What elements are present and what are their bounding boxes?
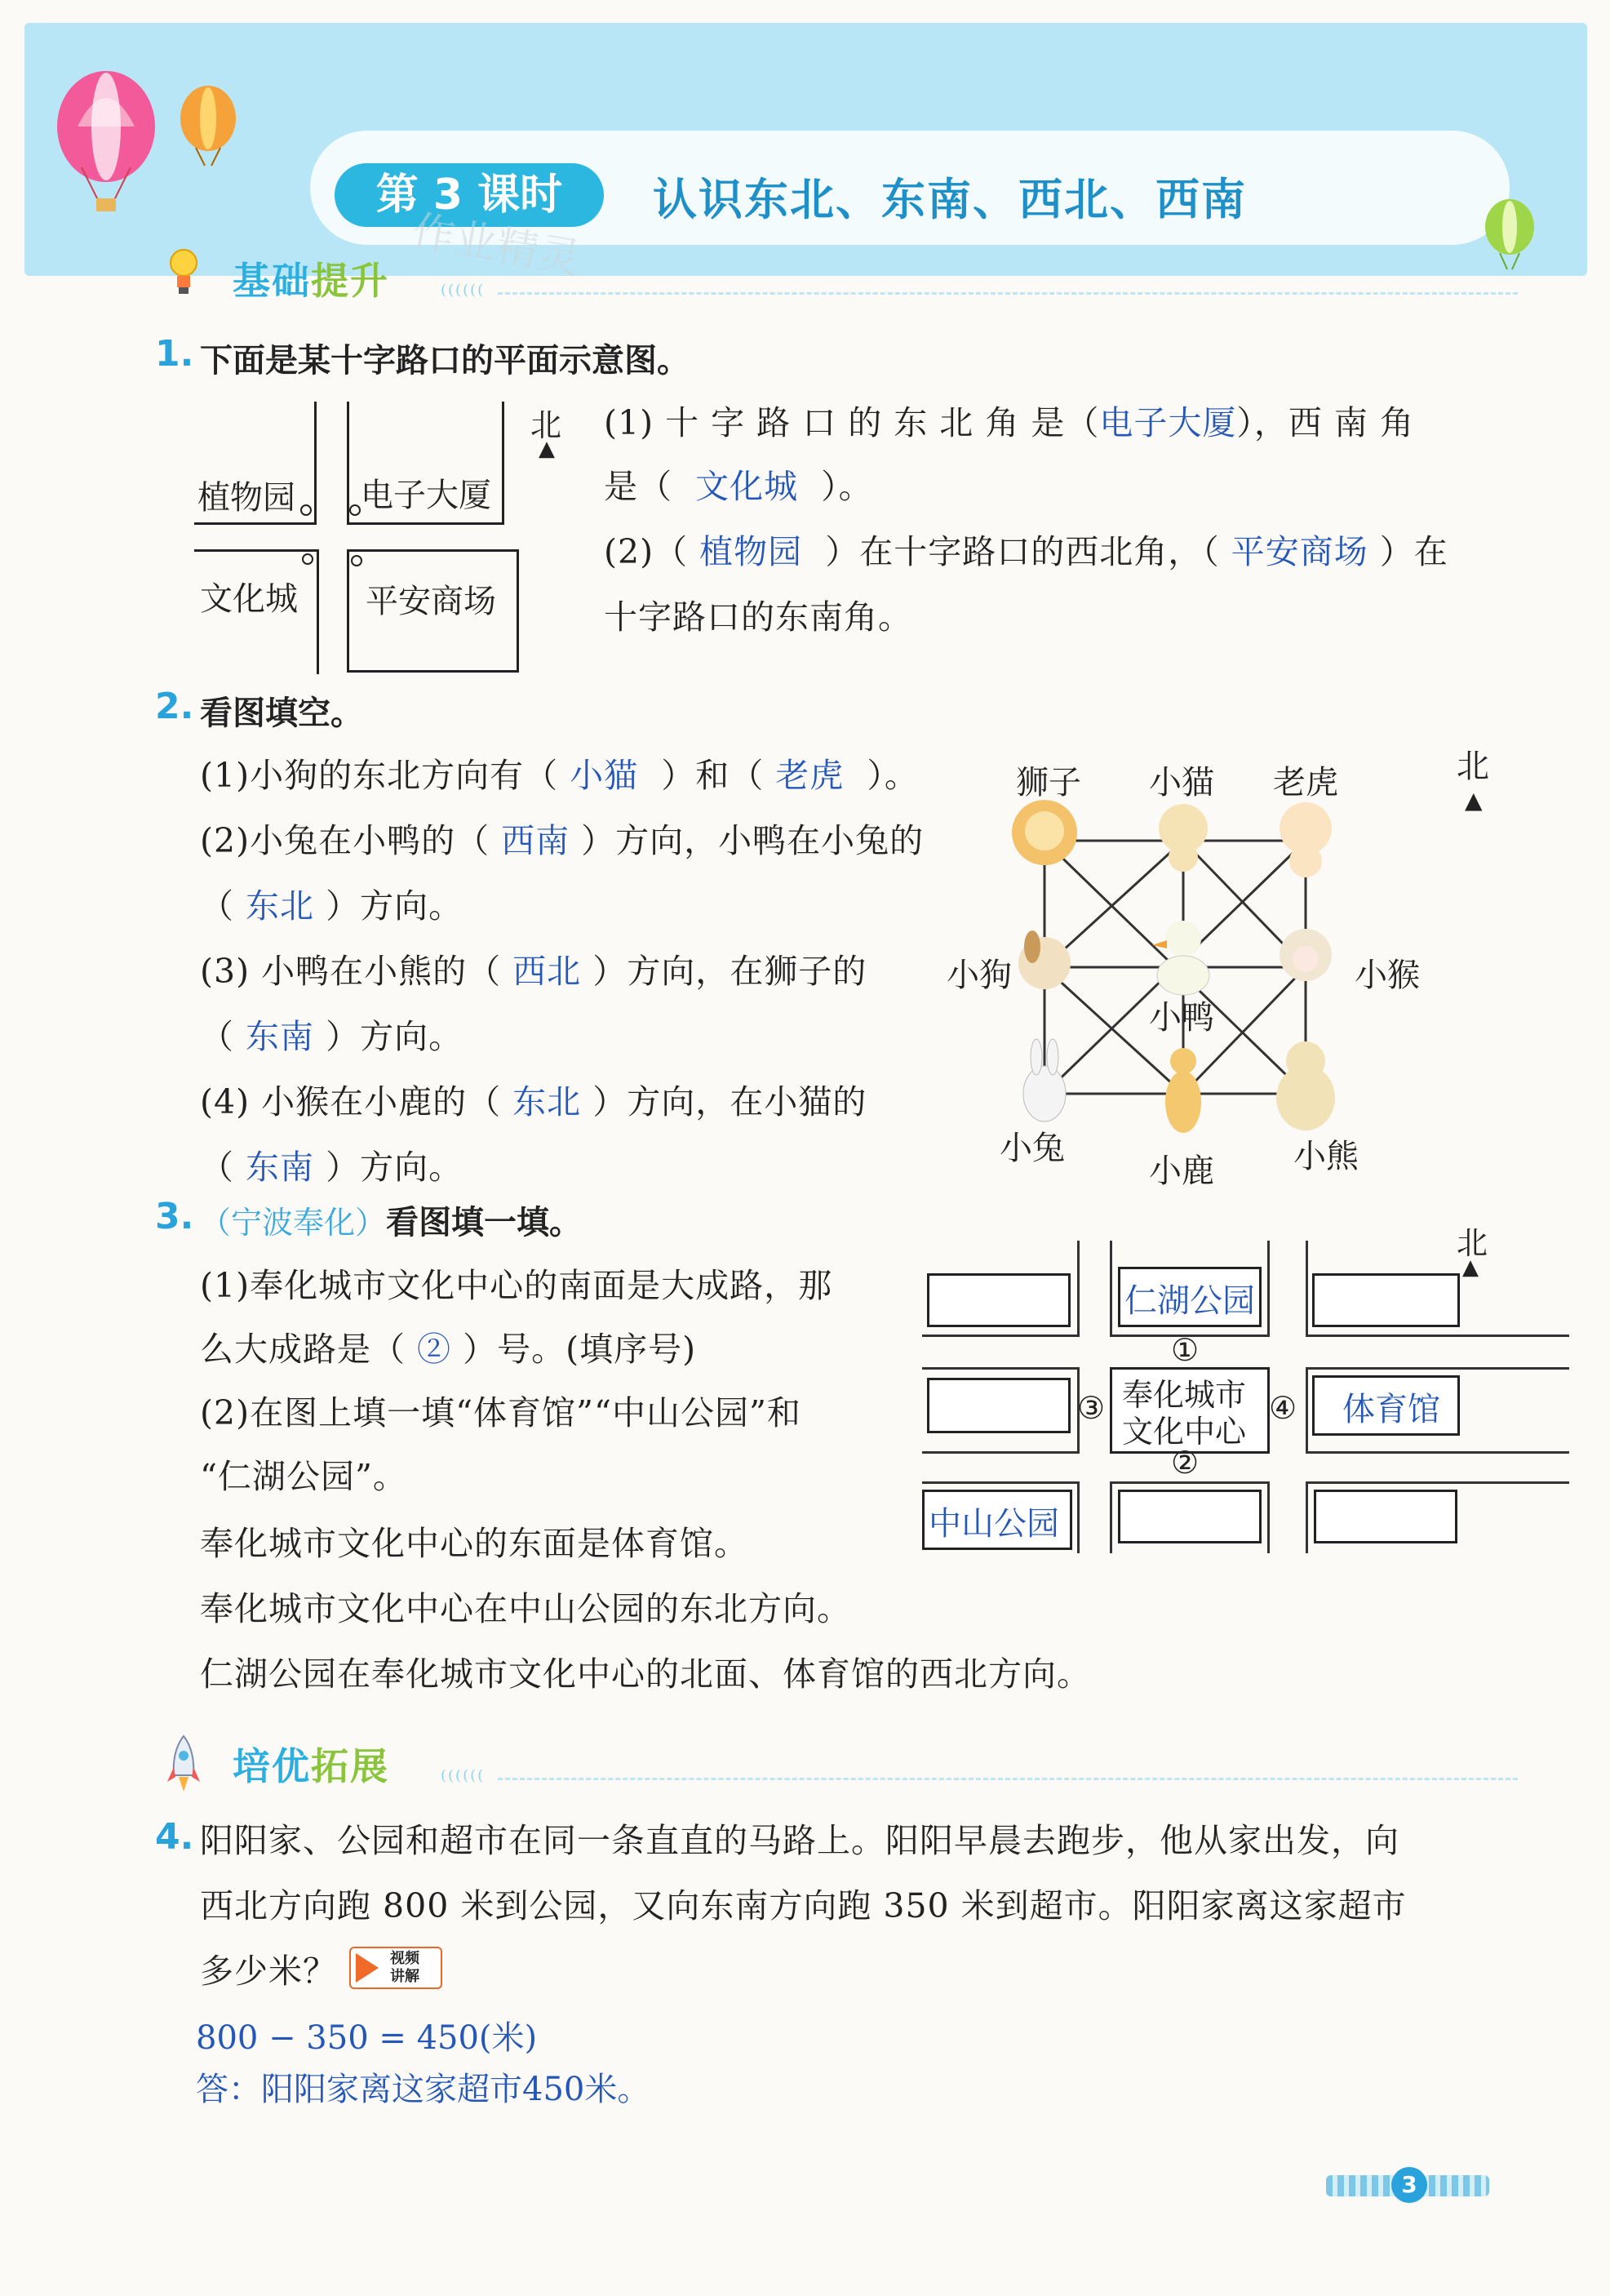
q3-heading: （宁波奉化）看图填一填。	[200, 1204, 583, 1241]
road-number-2: ②	[1171, 1445, 1200, 1481]
animal-cat-icon	[1159, 804, 1208, 872]
north-label: 北	[1457, 748, 1489, 785]
section-title-basic: 基础提升	[233, 259, 389, 303]
video-button[interactable]	[349, 1947, 442, 1989]
label-bear: 小熊	[1293, 1138, 1359, 1175]
q2-number: 2.	[155, 686, 194, 727]
map-label-sw: 文化城	[200, 580, 298, 618]
label-cat: 小猫	[1149, 764, 1214, 802]
answer: 电子大厦	[1099, 403, 1237, 442]
label-rabbit: 小兔	[1000, 1130, 1065, 1167]
page-number-bar	[1326, 2167, 1489, 2203]
q3-line2: 么大成路是（ ② ）号。(填序号)	[200, 1330, 697, 1369]
map-center-1: 奉化城市	[1122, 1377, 1247, 1413]
north-arrow-icon: ▲	[539, 437, 555, 461]
north-arrow-icon: ▲	[1465, 787, 1483, 814]
q4-answer: 答：阳阳家离这家超市450米。	[196, 2071, 650, 2108]
map-label-se: 平安商场	[366, 583, 496, 620]
q1-number: 1.	[155, 333, 194, 375]
q1-prompt: 下面是某十字路口的平面示意图。	[200, 342, 690, 380]
q3-number: 3.	[155, 1196, 194, 1237]
lesson-title: 认识东北、东南、西北、西南	[653, 174, 1247, 225]
balloon-icon	[45, 69, 257, 216]
q1-line1: (1) 十 字 路 口 的 东 北 角 是（电子大厦），西 南 角	[604, 403, 1414, 442]
q4-line3: 多少米？	[200, 1952, 337, 1991]
section-dots: ((((((	[441, 1767, 486, 1784]
answer: 东北	[246, 886, 315, 926]
road-number-1: ①	[1171, 1332, 1200, 1368]
label-dog: 小狗	[947, 957, 1012, 994]
q3-source: （宁波奉化）	[200, 1205, 387, 1241]
label-deer: 小鹿	[1149, 1152, 1214, 1190]
answer: 老虎	[775, 756, 845, 795]
q2-line1: (1)小狗的东北方向有（ 小猫 ）和（ 老虎 ）。	[200, 756, 919, 795]
map-zhongshan-park: 中山公园	[929, 1505, 1059, 1543]
q4-calculation: 800 − 350 = 450(米)	[196, 2019, 538, 2057]
label-duck: 小鸭	[1149, 999, 1214, 1037]
balloon-icon	[1477, 196, 1542, 278]
corner-dot	[300, 504, 312, 516]
q1-line2: 是（ 文化城 ）。	[604, 467, 873, 506]
map-label-nw: 植物园	[197, 479, 295, 517]
section-divider	[498, 292, 1518, 295]
answer: 东南	[246, 1017, 315, 1056]
q4-number: 4.	[155, 1816, 194, 1858]
q3-line7: 仁湖公园在奉化城市文化中心的北面、体育馆的西北方向。	[200, 1654, 1091, 1694]
map-center-2: 文化中心	[1122, 1414, 1247, 1450]
animal-tiger-icon	[1280, 802, 1332, 877]
lesson-badge: 第 3 课时	[335, 163, 604, 227]
q4-line2: 西北方向跑 800 米到公园，又向东南方向跑 350 米到超市。阳阳家离这家超市	[200, 1886, 1407, 1925]
road-number-3: ③	[1077, 1390, 1106, 1426]
watermark: 作业精灵	[408, 207, 584, 285]
answer: 西北	[512, 952, 582, 991]
q2-line4: (3) 小鸭在小熊的（ 西北 ）方向，在狮子的	[200, 952, 867, 991]
answer: 平安商场	[1231, 532, 1368, 571]
q2-line3: （ 东北 ）方向。	[200, 886, 463, 926]
section-title-advanced: 培优拓展	[233, 1744, 389, 1788]
answer: 东北	[512, 1082, 582, 1121]
animal-deer-icon	[1165, 1048, 1201, 1133]
map-gym: 体育馆	[1342, 1391, 1440, 1428]
label-tiger: 老虎	[1273, 764, 1338, 802]
animal-dog-icon	[1018, 930, 1071, 989]
q2-line6: (4) 小猴在小鹿的（ 东北 ）方向，在小猫的	[200, 1082, 867, 1121]
animal-duck-icon	[1152, 921, 1209, 995]
answer: 小猫	[570, 756, 639, 795]
road-line	[314, 402, 317, 524]
page-number: 3	[1391, 2167, 1427, 2203]
q2-prompt: 看图填空。	[200, 695, 363, 732]
map-renhu-park: 仁湖公园	[1124, 1282, 1255, 1320]
answer: 植物园	[699, 532, 803, 571]
animal-map	[938, 735, 1591, 1192]
video-label: 视频 讲解	[390, 1950, 419, 1985]
q2-line2: (2)小兔在小鸭的（ 西南 ）方向，小鸭在小兔的	[200, 821, 925, 860]
play-icon	[356, 1953, 379, 1983]
q3-line4: “仁湖公园”。	[200, 1457, 407, 1496]
lightbulb-icon	[167, 245, 200, 302]
rocket-icon	[167, 1734, 200, 1796]
answer: 东南	[246, 1148, 315, 1187]
road-line	[194, 522, 317, 525]
q2-line7: （ 东南 ）方向。	[200, 1148, 463, 1187]
corner-dot	[302, 553, 313, 565]
section-dots: ((((((	[441, 282, 486, 299]
map-label-ne: 电子大厦	[361, 477, 491, 514]
q2-line5: （ 东南 ）方向。	[200, 1017, 463, 1056]
animal-bear-icon	[1276, 1041, 1335, 1130]
answer: 西南	[501, 821, 570, 860]
q4-line1: 阳阳家、公园和超市在同一条直直的马路上。阳阳早晨去跑步，他从家出发，向	[200, 1821, 1399, 1860]
q3-line1: (1)奉化城市文化中心的南面是大成路，那	[200, 1266, 833, 1305]
road-number-4: ④	[1269, 1390, 1297, 1426]
answer: ②	[417, 1330, 452, 1369]
q3-line5: 奉化城市文化中心的东面是体育馆。	[200, 1524, 748, 1563]
q3-line6: 奉化城市文化中心在中山公园的东北方向。	[200, 1589, 851, 1628]
north-arrow-icon: ▲	[1462, 1255, 1479, 1280]
north-label: 北	[1457, 1225, 1488, 1261]
north-label: 北	[530, 407, 562, 443]
city-map	[922, 1225, 1567, 1551]
corner-dot	[351, 555, 362, 566]
corner-dot	[349, 504, 361, 516]
label-lion: 狮子	[1016, 764, 1081, 802]
answer: 文化城	[695, 467, 799, 506]
label-monkey: 小猴	[1355, 957, 1420, 994]
q3-line3: (2)在图上填一填“体育馆”“中山公园”和	[200, 1393, 801, 1432]
q1-line4: 十字路口的东南角。	[604, 597, 912, 637]
animal-monkey-icon	[1280, 929, 1332, 981]
section-divider	[498, 1778, 1518, 1780]
q1-line3: (2)（ 植物园 ）在十字路口的西北角，（ 平安商场 ）在	[604, 532, 1448, 571]
animal-lion-icon	[1012, 800, 1077, 865]
